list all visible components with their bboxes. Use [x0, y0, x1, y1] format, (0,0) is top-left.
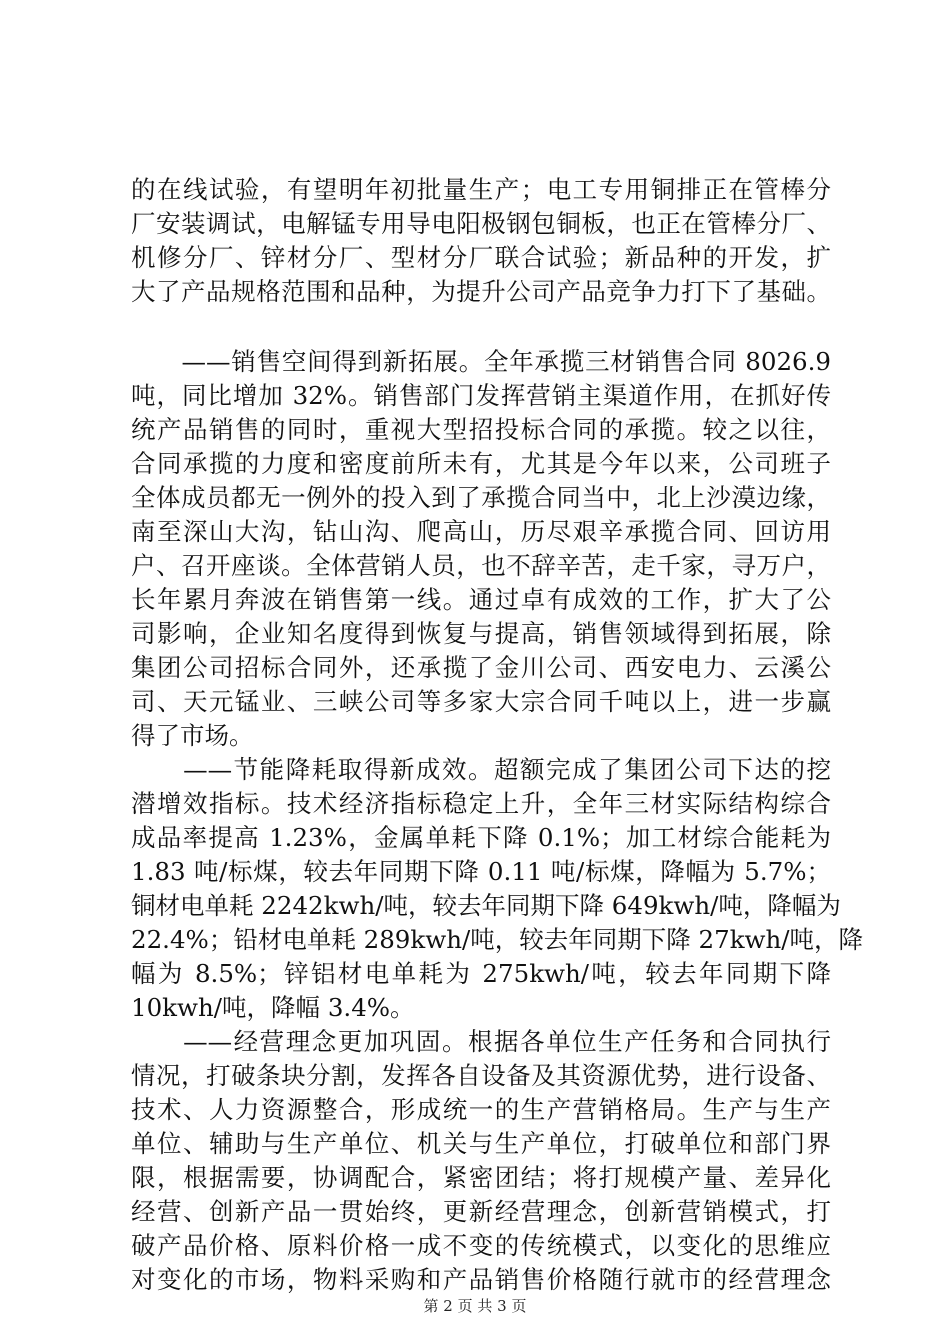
- text-line: 得了市场。: [131, 721, 254, 750]
- text-line: 全体成员都无一例外的投入到了承揽合同当中，北上沙漠边缘，: [131, 483, 831, 512]
- text-line: 成品率提高 1.23%，金属单耗下降 0.1%；加工材综合能耗为: [131, 823, 831, 852]
- text-line: 1.83 吨/标煤，较去年同期下降 0.11 吨/标煤，降幅为 5.7%；: [131, 857, 831, 886]
- paragraph-energy-saving: [131, 753, 864, 1025]
- paragraph-gap: [131, 309, 831, 345]
- text-line: 吨，同比增加 32%。销售部门发挥营销主渠道作用，在抓好传: [131, 381, 831, 410]
- text-line: 机修分厂、锌材分厂、型材分厂联合试验；新品种的开发，扩: [131, 243, 831, 272]
- text-line: ——节能降耗取得新成效。超额完成了集团公司下达的挖: [131, 755, 831, 784]
- text-line: 22.4%；铅材电单耗 289kwh/吨，较去年同期下降 27kwh/吨，降: [131, 925, 864, 954]
- text-line: 统产品销售的同时，重视大型招投标合同的承揽。较之以往，: [131, 415, 831, 444]
- page-footer: 第 2 页 共 3 页: [423, 1297, 527, 1315]
- text-line: 技术、人力资源整合，形成统一的生产营销格局。生产与生产: [131, 1095, 831, 1124]
- text-line: 限，根据需要，协调配合，紧密团结；将打规模产量、差异化: [131, 1163, 831, 1192]
- paragraph-sales: [131, 345, 831, 753]
- text-line: 集团公司招标合同外，还承揽了金川公司、西安电力、云溪公: [131, 653, 831, 682]
- text-line: 合同承揽的力度和密度前所未有，尤其是今年以来，公司班子: [131, 449, 831, 478]
- text-line: 单位、辅助与生产单位、机关与生产单位，打破单位和部门界: [131, 1129, 831, 1158]
- text-line: 南至深山大沟，钻山沟、爬高山，历尽艰辛承揽合同、回访用: [131, 517, 831, 546]
- paragraph-business-philosophy: [131, 1025, 831, 1297]
- paragraph-new-products: [131, 173, 831, 309]
- text-line: 对变化的市场，物料采购和产品销售价格随行就市的经营理念: [131, 1265, 831, 1294]
- text-line: 破产品价格、原料价格一成不变的传统模式，以变化的思维应: [131, 1231, 831, 1260]
- text-line: 铜材电单耗 2242kwh/吨，较去年同期下降 649kwh/吨，降幅为: [131, 891, 841, 920]
- text-line: 大了产品规格范围和品种，为提升公司产品竞争力打下了基础。: [131, 277, 831, 306]
- text-line: 的在线试验，有望明年初批量生产；电工专用铜排正在管棒分: [131, 175, 831, 204]
- text-line: 经营、创新产品一贯始终，更新经营理念，创新营销模式，打: [131, 1197, 831, 1226]
- text-line: 厂安装调试，电解锰专用导电阳极钢包铜板，也正在管棒分厂、: [131, 209, 831, 238]
- text-line: 情况，打破条块分割，发挥各自设备及其资源优势，进行设备、: [131, 1061, 831, 1090]
- text-line: ——销售空间得到新拓展。全年承揽三材销售合同 8026.9: [131, 347, 831, 376]
- document-body: [131, 173, 864, 1297]
- text-line: 长年累月奔波在销售第一线。通过卓有成效的工作，扩大了公: [131, 585, 831, 614]
- text-line: 10kwh/吨，降幅 3.4%。: [131, 993, 415, 1022]
- text-line: 幅为 8.5%；锌铝材电单耗为 275kwh/吨，较去年同期下降: [131, 959, 831, 988]
- text-line: 司影响，企业知名度得到恢复与提高，销售领域得到拓展，除: [131, 619, 831, 648]
- text-line: ——经营理念更加巩固。根据各单位生产任务和合同执行: [131, 1027, 831, 1056]
- text-line: 潜增效指标。技术经济指标稳定上升，全年三材实际结构综合: [131, 789, 831, 818]
- text-line: 司、天元锰业、三峡公司等多家大宗合同千吨以上，进一步赢: [131, 687, 831, 716]
- text-line: 户、召开座谈。全体营销人员，也不辞辛苦，走千家，寻万户，: [131, 551, 831, 580]
